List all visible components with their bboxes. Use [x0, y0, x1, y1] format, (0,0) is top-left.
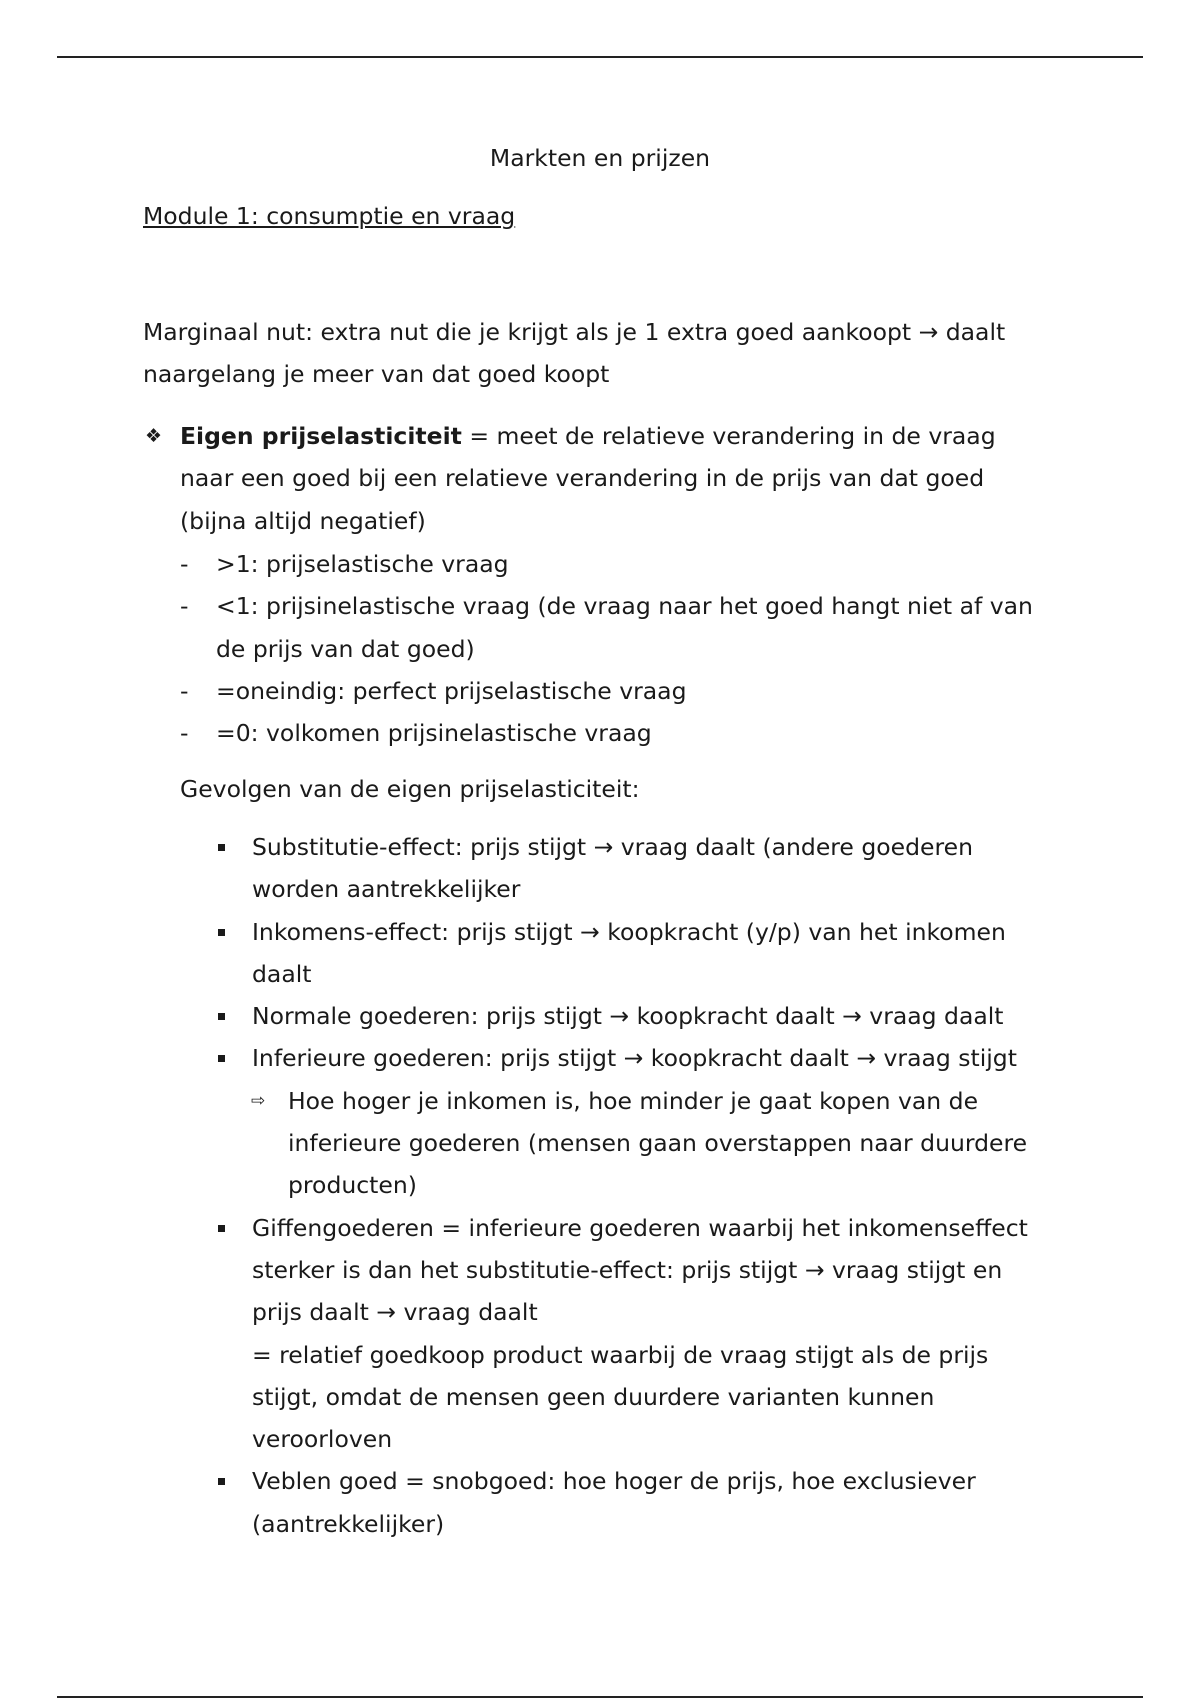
square-bullet-icon	[218, 929, 225, 936]
list-item-text: Substitutie-effect: prijs stijgt → vraag daalt (andere goederen	[252, 833, 973, 861]
dash-bullet: -	[180, 676, 189, 705]
list-item	[143, 712, 1073, 754]
module-heading: Module 1: consumptie en vraag	[143, 202, 516, 230]
elasticity-term: Eigen prijselasticiteit	[180, 422, 462, 450]
square-bullet-icon	[218, 1055, 225, 1062]
list-item	[143, 543, 1073, 585]
dash-bullet: -	[180, 719, 189, 748]
list-item-text: daalt	[252, 959, 312, 988]
list-item-text: >1: prijselastische vraag	[216, 550, 509, 578]
list-item	[143, 585, 1073, 670]
paragraph-line: Marginaal nut: extra nut die je krijgt als je 1 extra goed aankoopt → daalt	[143, 318, 1006, 346]
list-item	[143, 826, 1073, 911]
square-bullet-icon	[218, 1013, 225, 1020]
gevolgen-heading-text: Gevolgen van de eigen prijselasticiteit:	[180, 775, 640, 803]
list-item-text: Normale goederen: prijs stijgt → koopkracht daalt → vraag daalt	[252, 1002, 1004, 1031]
header-rule	[57, 56, 1143, 58]
list-item-text: (aantrekkelijker)	[252, 1509, 445, 1538]
definition-line: naar een goed bij een relatieve verandering in de prijs van dat goed	[180, 464, 985, 493]
square-bullet-icon	[218, 1225, 225, 1232]
note-line: producten)	[288, 1171, 417, 1200]
list-item-text: sterker is dan het substitutie-effect: prijs stijgt → vraag stijgt en	[252, 1255, 1003, 1284]
outline-arrow-bullet-icon: ⇨	[251, 1090, 266, 1111]
paragraph-line: naargelang je meer van dat goed koopt	[143, 360, 610, 389]
diamond-bullet-icon: ❖	[145, 425, 163, 447]
list-item-text: <1: prijsinelastische vraag (de vraag naar het goed hangt niet af van	[216, 592, 1033, 621]
list-item	[143, 1207, 1073, 1461]
inferior-goods-note	[143, 1080, 1073, 1207]
list-item-text: Giffengoederen = inferieure goederen waarbij het inkomenseffect	[252, 1213, 1028, 1242]
list-item-text: worden aantrekkelijker	[252, 875, 521, 904]
note-line: inferieure goederen (mensen gaan overstappen naar duurdere	[288, 1129, 1028, 1158]
document-title: Markten en prijzen	[489, 144, 711, 172]
note-line: Hoe hoger je inkomen is, hoe minder je gaat kopen van de	[288, 1086, 979, 1115]
list-item-text: de prijs van dat goed)	[216, 634, 475, 663]
footer-rule	[57, 1696, 1143, 1698]
list-item-text: = relatief goedkoop product waarbij de vraag stijgt als de prijs	[252, 1340, 989, 1369]
list-item-text: Inkomens-effect: prijs stijgt → koopkracht (y/p) van het inkomen	[252, 917, 1006, 946]
definition-line	[143, 415, 1073, 457]
list-item-text: =oneindig: perfect prijselastische vraag	[216, 676, 687, 705]
elasticity-cases-list	[143, 543, 1073, 754]
dash-bullet: -	[180, 550, 189, 578]
marginal-utility-paragraph	[143, 311, 1073, 396]
dash-bullet: -	[180, 592, 189, 621]
list-item-text: Inferieure goederen: prijs stijgt → koopkracht daalt → vraag stijgt	[252, 1044, 1017, 1073]
list-item-text: veroorloven	[252, 1425, 393, 1454]
list-item-text: =0: volkomen prijsinelastische vraag	[216, 719, 652, 748]
square-bullet-icon	[218, 1478, 225, 1485]
definition-text: = meet de relatieve verandering in de vraag	[461, 422, 996, 450]
gevolgen-heading	[180, 768, 1110, 810]
list-item-text: stijgt, omdat de mensen geen duurdere varianten kunnen	[252, 1382, 935, 1411]
elasticity-definition	[143, 415, 1073, 542]
list-item	[143, 1037, 1073, 1079]
list-item	[143, 995, 1073, 1037]
definition-line: (bijna altijd negatief)	[180, 506, 426, 535]
list-item	[143, 911, 1073, 996]
list-item	[143, 1460, 1073, 1545]
square-bullet-icon	[218, 844, 225, 851]
effects-list	[143, 826, 1073, 1545]
list-item-text: Veblen goed = snobgoed: hoe hoger de prijs, hoe exclusiever	[252, 1467, 976, 1496]
list-item	[143, 670, 1073, 712]
list-item-text: prijs daalt → vraag daalt	[252, 1298, 538, 1327]
